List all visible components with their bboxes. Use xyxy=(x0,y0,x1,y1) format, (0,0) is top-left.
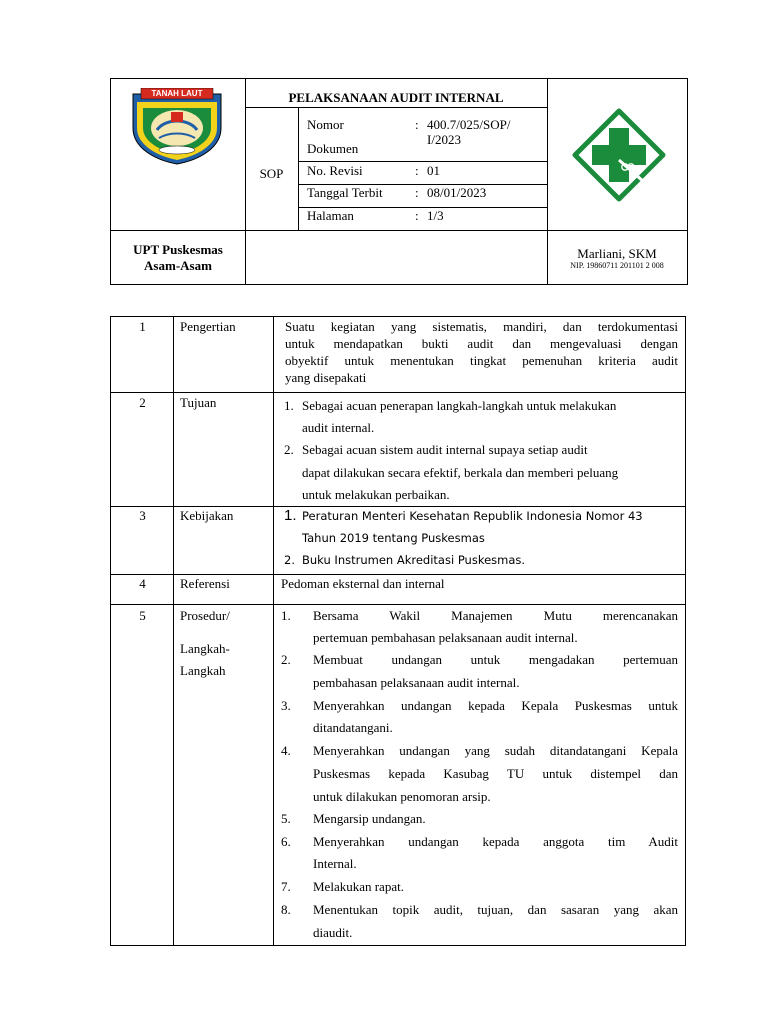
list-number: 2. xyxy=(284,442,294,457)
row-number: 5 xyxy=(139,608,146,623)
step-text: Melakukan rapat. xyxy=(313,879,404,894)
sop-label: SOP xyxy=(259,166,284,181)
list-item-text: Sebagai acuan sistem audit internal supaya setiap audit xyxy=(302,442,588,457)
field-label-halaman: Halaman xyxy=(307,208,354,223)
organization-name-line2: Asam-Asam xyxy=(144,258,212,273)
field-label-dokumen: Dokumen xyxy=(307,141,359,156)
emblem-banner-text: TANAH LAUT xyxy=(151,89,203,98)
row-label-prosedur: Prosedur/ xyxy=(180,608,230,623)
step-text: Menyerahkan undangan kepada anggota tim Audit xyxy=(313,834,678,849)
sop-content-table xyxy=(110,316,686,946)
header-divider xyxy=(245,107,547,108)
step-text: ditandatangani. xyxy=(313,720,393,735)
step-text: Internal. xyxy=(313,856,357,871)
field-colon: : xyxy=(415,163,419,178)
step-number: 7. xyxy=(281,879,291,894)
table-divider xyxy=(111,392,685,393)
step-number: 4. xyxy=(281,743,291,758)
list-number: 2. xyxy=(284,553,295,567)
step-number: 1. xyxy=(281,608,291,623)
step-text: untuk dilakukan penomoran arsip. xyxy=(313,789,491,804)
row-label-langkah-cont: Langkah xyxy=(180,663,226,678)
list-item-text: Buku Instrumen Akreditasi Puskesmas. xyxy=(302,553,526,567)
step-text: Menyerahkan undangan yang sudah ditandatangani Kepala xyxy=(313,743,678,758)
step-text: pembahasan pelaksanaan audit internal. xyxy=(313,675,520,690)
row-label-referensi: Referensi xyxy=(180,576,230,591)
field-colon: : xyxy=(415,185,419,200)
row-number: 1 xyxy=(139,319,146,334)
regency-emblem-logo xyxy=(129,88,225,166)
row-number: 4 xyxy=(139,576,146,591)
sop-header-table xyxy=(110,78,688,285)
signer-nip: NIP. 19860711 201101 2 008 xyxy=(570,261,664,270)
step-number: 3. xyxy=(281,698,291,713)
row-label-langkah: Langkah- xyxy=(180,641,230,656)
table-divider xyxy=(273,317,274,945)
field-label-tanggal-terbit: Tanggal Terbit xyxy=(307,185,383,200)
step-text: Membuat undangan untuk mengadakan pertemuan xyxy=(313,652,678,667)
list-item-text: untuk melakukan perbaikan. xyxy=(302,487,450,502)
list-item-text: audit internal. xyxy=(302,420,375,435)
step-text: pertemuan pembahasan pelaksanaan audit internal. xyxy=(313,630,578,645)
puskesmas-logo xyxy=(572,108,666,202)
list-number: 1. xyxy=(284,398,294,413)
signer-name: Marliani, SKM xyxy=(577,246,657,261)
step-text: Menentukan topik audit, tujuan, dan sasaran yang akan xyxy=(313,902,678,917)
list-number: 1. xyxy=(284,507,297,524)
puskesmas-cross-icon xyxy=(572,108,666,202)
header-divider xyxy=(298,161,547,162)
step-text: Menyerahkan undangan kepada Kepala Puskesmas untuk xyxy=(313,698,678,713)
step-number: 6. xyxy=(281,834,291,849)
row-label-tujuan: Tujuan xyxy=(180,395,217,410)
step-number: 2. xyxy=(281,652,291,667)
field-value-nomor-dokumen: 400.7/025/SOP/ xyxy=(427,117,511,132)
reference-text: Pedoman eksternal dan internal xyxy=(281,576,445,591)
definition-line: Suatu kegiatan yang sistematis, mandiri, dan terdokumentasi xyxy=(285,319,678,334)
definition-line: obyektif untuk menentukan tingkat pemenuhan kriteria audit xyxy=(285,353,678,368)
row-label-pengertian: Pengertian xyxy=(180,319,236,334)
header-divider xyxy=(298,107,299,230)
header-divider xyxy=(111,230,687,231)
step-text: Puskesmas kepada Kasubag TU untuk distempel dan xyxy=(313,766,678,781)
step-text: Mengarsip undangan. xyxy=(313,811,426,826)
row-label-kebijakan: Kebijakan xyxy=(180,508,234,523)
field-label-nomor: Nomor xyxy=(307,117,344,132)
field-value-halaman: 1/3 xyxy=(427,208,444,223)
tanah-laut-emblem-icon xyxy=(129,88,225,166)
list-item-text: Sebagai acuan penerapan langkah-langkah untuk melakukan xyxy=(302,398,617,413)
header-divider xyxy=(245,79,246,284)
field-label-revisi: No. Revisi xyxy=(307,163,363,178)
step-number: 5. xyxy=(281,811,291,826)
row-number: 2 xyxy=(139,395,146,410)
field-value-tanggal-terbit: 08/01/2023 xyxy=(427,185,487,200)
document-title: PELAKSANAAN AUDIT INTERNAL xyxy=(288,90,504,105)
step-text: diaudit. xyxy=(313,925,353,940)
field-value-revisi: 01 xyxy=(427,163,440,178)
list-item-text: dapat dilakukan secara efektif, berkala dan memberi peluang xyxy=(302,465,619,480)
row-number: 3 xyxy=(139,508,146,523)
step-text: Bersama Wakil Manajemen Mutu merencanakan xyxy=(313,608,678,623)
definition-line: untuk mendapatkan bukti audit dan mengevaluasi dengan xyxy=(285,336,678,351)
organization-name: UPT Puskesmas xyxy=(133,242,223,257)
table-divider xyxy=(173,317,174,945)
field-value-nomor-dokumen-cont: I/2023 xyxy=(427,132,461,147)
step-number: 8. xyxy=(281,902,291,917)
definition-line: yang disepakati xyxy=(285,370,367,385)
list-item-text: Tahun 2019 tentang Puskesmas xyxy=(302,531,485,545)
list-item-text: Peraturan Menteri Kesehatan Republik Indonesia Nomor 43 xyxy=(302,509,643,523)
field-colon: : xyxy=(415,208,419,223)
field-colon: : xyxy=(415,117,419,132)
